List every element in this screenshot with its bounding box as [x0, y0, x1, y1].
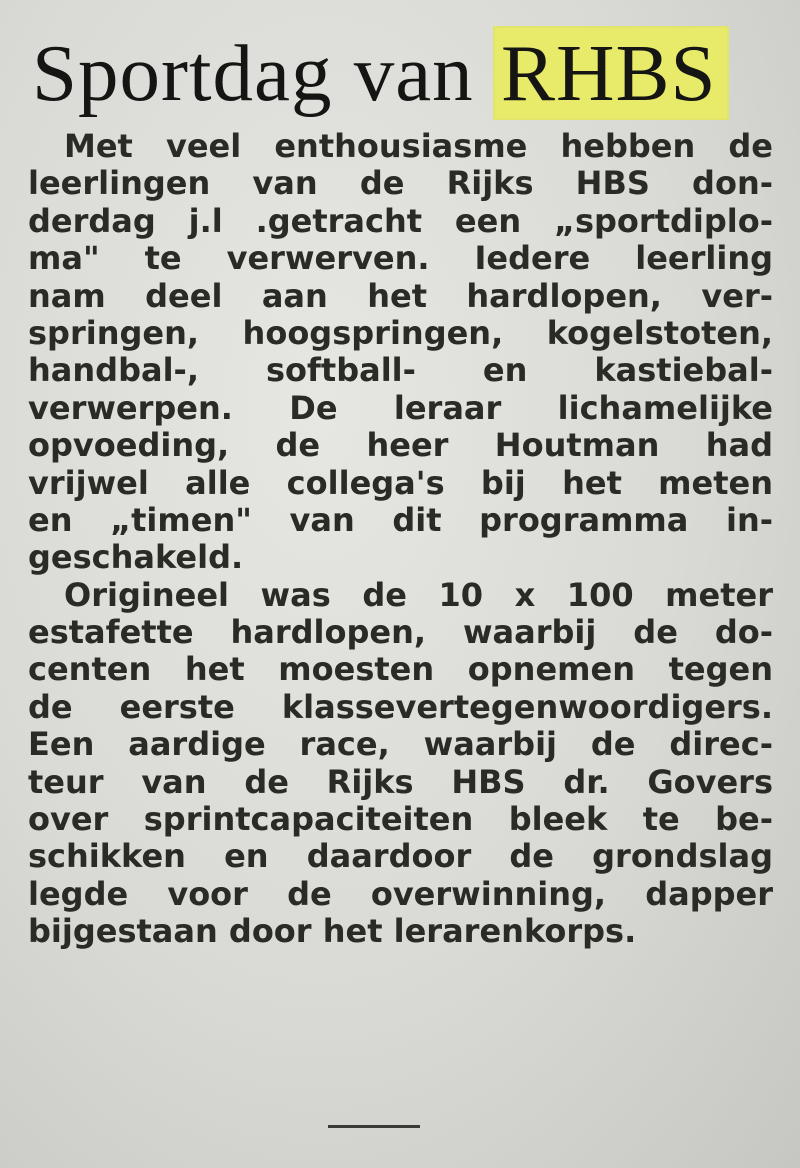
text-line: geschakeld. [28, 538, 244, 577]
text-line: Met veel enthousiasme hebben de [64, 127, 773, 165]
headline-highlighted-word: RHBS [495, 28, 727, 118]
text-line: opvoeding, de heer Houtman had [28, 426, 773, 465]
text-line: handbal-, softball- en kastiebal- [28, 351, 773, 390]
text-line: derdag j.l .getracht een „sportdiplo- [28, 201, 773, 240]
text-line: ma" te verwerven. Iedere leerling [28, 239, 773, 278]
end-of-article-rule [328, 1125, 420, 1128]
text-line: de eerste klassevertegenwoordigers. [28, 687, 773, 726]
text-line: Een aardige race, waarbij de direc- [28, 725, 773, 764]
text-line: Origineel was de 10 x 100 meter [64, 575, 773, 614]
text-line: schikken en daardoor de grondslag [28, 837, 773, 876]
text-line: vrijwel alle collega's bij het meten [28, 463, 773, 502]
headline-main: Sportdag van [32, 28, 495, 118]
text-line: verwerpen. De leraar lichamelijke [28, 388, 773, 427]
text-line: leerlingen van de Rijks HBS don- [28, 164, 773, 203]
text-line: nam deel aan het hardlopen, ver- [28, 276, 773, 315]
text-line: teur van de Rijks HBS dr. Govers [28, 762, 773, 801]
text-line: over sprintcapaciteiten bleek te be- [28, 800, 773, 839]
paragraph-1 [28, 128, 773, 577]
headline [32, 18, 782, 128]
text-line: estafette hardlopen, waarbij de do- [28, 613, 773, 652]
text-line: centen het moesten opnemen tegen [28, 650, 773, 689]
text-line: legde voor de overwinning, dapper [28, 874, 773, 913]
text-line: bijgestaan door het lerarenkorps. [28, 912, 637, 951]
article-body [28, 128, 773, 951]
text-line: springen, hoogspringen, kogelstoten, [28, 313, 773, 352]
paragraph-2 [28, 577, 773, 951]
text-line: en „timen" van dit programma in- [28, 500, 773, 539]
